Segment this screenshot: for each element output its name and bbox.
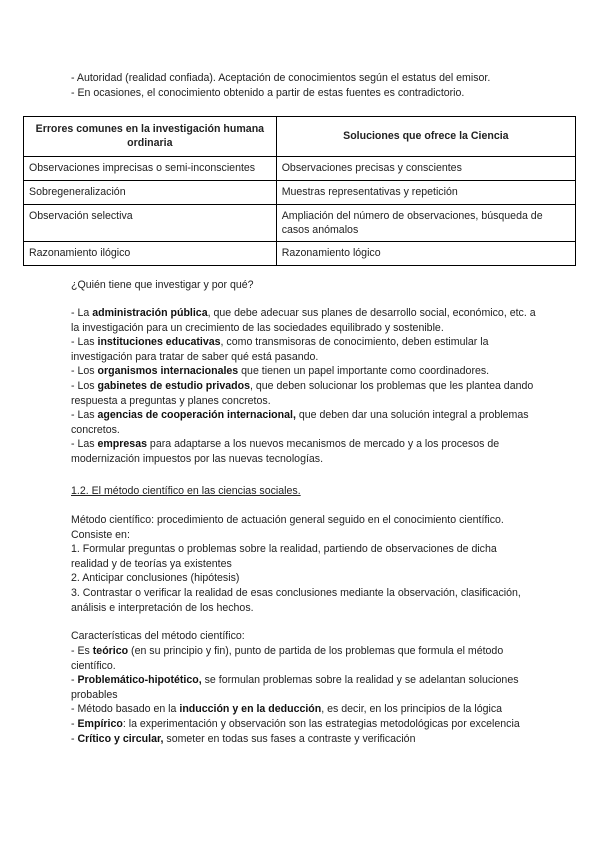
who-list bbox=[71, 306, 536, 467]
table-cell: Observación selectiva bbox=[24, 205, 277, 242]
table-cell: Muestras representativas y repetición bbox=[276, 181, 575, 205]
list-item: - Método basado en la inducción y en la deducción, es decir, en los principios de la lógica bbox=[71, 703, 503, 716]
table-cell: Razonamiento ilógico bbox=[24, 242, 277, 266]
table-row bbox=[24, 205, 576, 242]
table-cell: Observaciones imprecisas o semi-inconscientes bbox=[24, 157, 277, 181]
intro-line-1: - Autoridad (realidad confiada). Aceptación de conocimientos según el estatus del emisor. bbox=[71, 72, 491, 84]
comparison-table bbox=[23, 116, 576, 266]
list-item: - Los organismos internacionales que tienen un papel importante como coordinadores. bbox=[71, 365, 490, 378]
who-question: ¿Quién tiene que investigar y por qué? bbox=[71, 279, 254, 291]
method-definition-block bbox=[71, 513, 536, 615]
list-item: - Las agencias de cooperación internacional, que deben dar una solución integral a problemas concretos. bbox=[71, 409, 529, 436]
section-title: 1.2. El método científico en las ciencias sociales. bbox=[71, 485, 301, 497]
list-item: - Crítico y circular, someter en todas sus fases a contraste y verificación bbox=[71, 732, 416, 745]
list-item: - Problemático-hipotético, se formulan problemas sobre la realidad y se adelantan soluciones probables bbox=[71, 674, 519, 701]
table-header-solutions: Soluciones que ofrece la Ciencia bbox=[276, 117, 575, 157]
table-cell: Ampliación del número de observaciones, búsqueda de casos anómalos bbox=[276, 205, 575, 242]
list-item: - Los gabinetes de estudio privados, que deben solucionar los problemas que les plantea dando respuesta a preguntas y planes concretos. bbox=[71, 379, 534, 407]
method-consists: Consiste en: bbox=[71, 528, 130, 541]
list-item: 2. Anticipar conclusiones (hipótesis) bbox=[71, 572, 240, 585]
table-row bbox=[24, 242, 576, 266]
table-header-row bbox=[24, 117, 576, 157]
table-cell: Razonamiento lógico bbox=[276, 242, 575, 266]
intro-line-2: - En ocasiones, el conocimiento obtenido a partir de estas fuentes es contradictorio. bbox=[71, 87, 465, 99]
list-item: - Las empresas para adaptarse a los nuevos mecanismos de mercado y a los procesos de modernización impuestos por las nuevas tecnologías. bbox=[71, 438, 500, 465]
list-item: - Las instituciones educativas, como transmisoras de conocimiento, deben estimular la investigación para tratar de saber qué está pasando. bbox=[71, 336, 489, 363]
table-header-errors: Errores comunes en la investigación humana ordinaria bbox=[24, 117, 277, 157]
method-definition: Método científico: procedimiento de actuación general seguido en el conocimiento científico. bbox=[71, 514, 504, 526]
list-item: 3. Contrastar o verificar la realidad de esas conclusiones mediante la observación, clasificación, análisis e interpretación de los hechos. bbox=[71, 586, 521, 614]
characteristics-heading: Características del método científico: bbox=[71, 630, 245, 642]
list-item: 1. Formular preguntas o problemas sobre la realidad, partiendo de observaciones de dicha realidad y de teorías ya existentes bbox=[71, 543, 497, 570]
table-cell: Sobregeneralización bbox=[24, 181, 277, 205]
characteristics-list bbox=[71, 644, 536, 746]
list-item: - Empírico: la experimentación y observación son las estrategias metodológicas por excelencia bbox=[71, 717, 520, 730]
list-item: - Es teórico (en su principio y fin), punto de partida de los problemas que formula el método científico. bbox=[71, 645, 504, 672]
table-row bbox=[24, 181, 576, 205]
table-cell: Observaciones precisas y conscientes bbox=[276, 157, 575, 181]
list-item: - La administración pública, que debe adecuar sus planes de desarrollo social, económico, etc. a la investigación para un crecimiento de las sociedades equilibrado y sostenible. bbox=[71, 307, 536, 334]
table-row bbox=[24, 157, 576, 181]
